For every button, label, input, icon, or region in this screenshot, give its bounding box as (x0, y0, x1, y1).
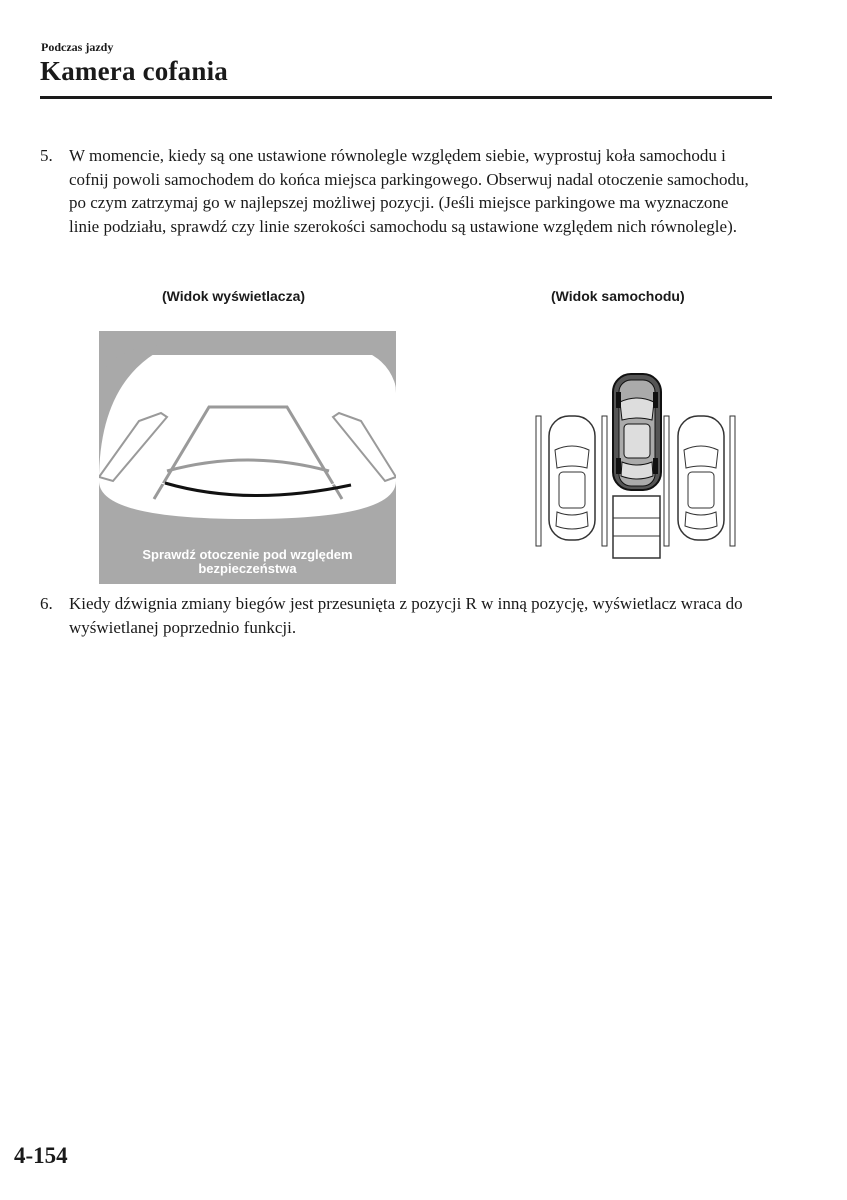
right-parked-car (678, 416, 724, 540)
page-number: 4-154 (14, 1143, 68, 1168)
car-view-caption: (Widok samochodu) (551, 288, 685, 304)
section-label: Podczas jazdy (41, 40, 114, 54)
title-rule (40, 96, 772, 99)
step-number: 5. (40, 146, 53, 165)
step-5 (40, 144, 760, 238)
reversing-car (613, 374, 661, 490)
car-parking-illustration (530, 372, 750, 564)
display-warning-text: Sprawdź otoczenie pod względem bezpieczeństwa (142, 547, 353, 576)
display-view-caption: (Widok wyświetlacza) (162, 288, 306, 304)
target-parking-box (613, 496, 660, 558)
step-text: Kiedy dźwignia zmiany biegów jest przesunięta z pozycji R w inną pozycję, wyświetlacz wraca do wyświetlanej poprzednio funkcji. (69, 594, 743, 637)
left-parked-car (549, 416, 595, 540)
step-6 (40, 592, 760, 639)
parking-line-center-left (602, 416, 607, 546)
parking-line-center-right (664, 416, 669, 546)
step-text: W momencie, kiedy są one ustawione równolegle względem siebie, wyprostuj koła samochodu i cofnij powoli samochodem do końca miejsca parkingowego. Obserwuj nadal otoczenie samochodu, po czym zatrzymaj go w najlepszej możliwej pozycji. (Jeśli miejsce parkingowe ma wyznaczone linie podziału, sprawdź czy linie szerokości samochodu są ustawione względem nich równolegle). (69, 146, 749, 236)
step-number: 6. (40, 594, 53, 613)
page-title: Kamera cofania (40, 56, 229, 86)
parking-line-left (536, 416, 541, 546)
parking-line-right (730, 416, 735, 546)
